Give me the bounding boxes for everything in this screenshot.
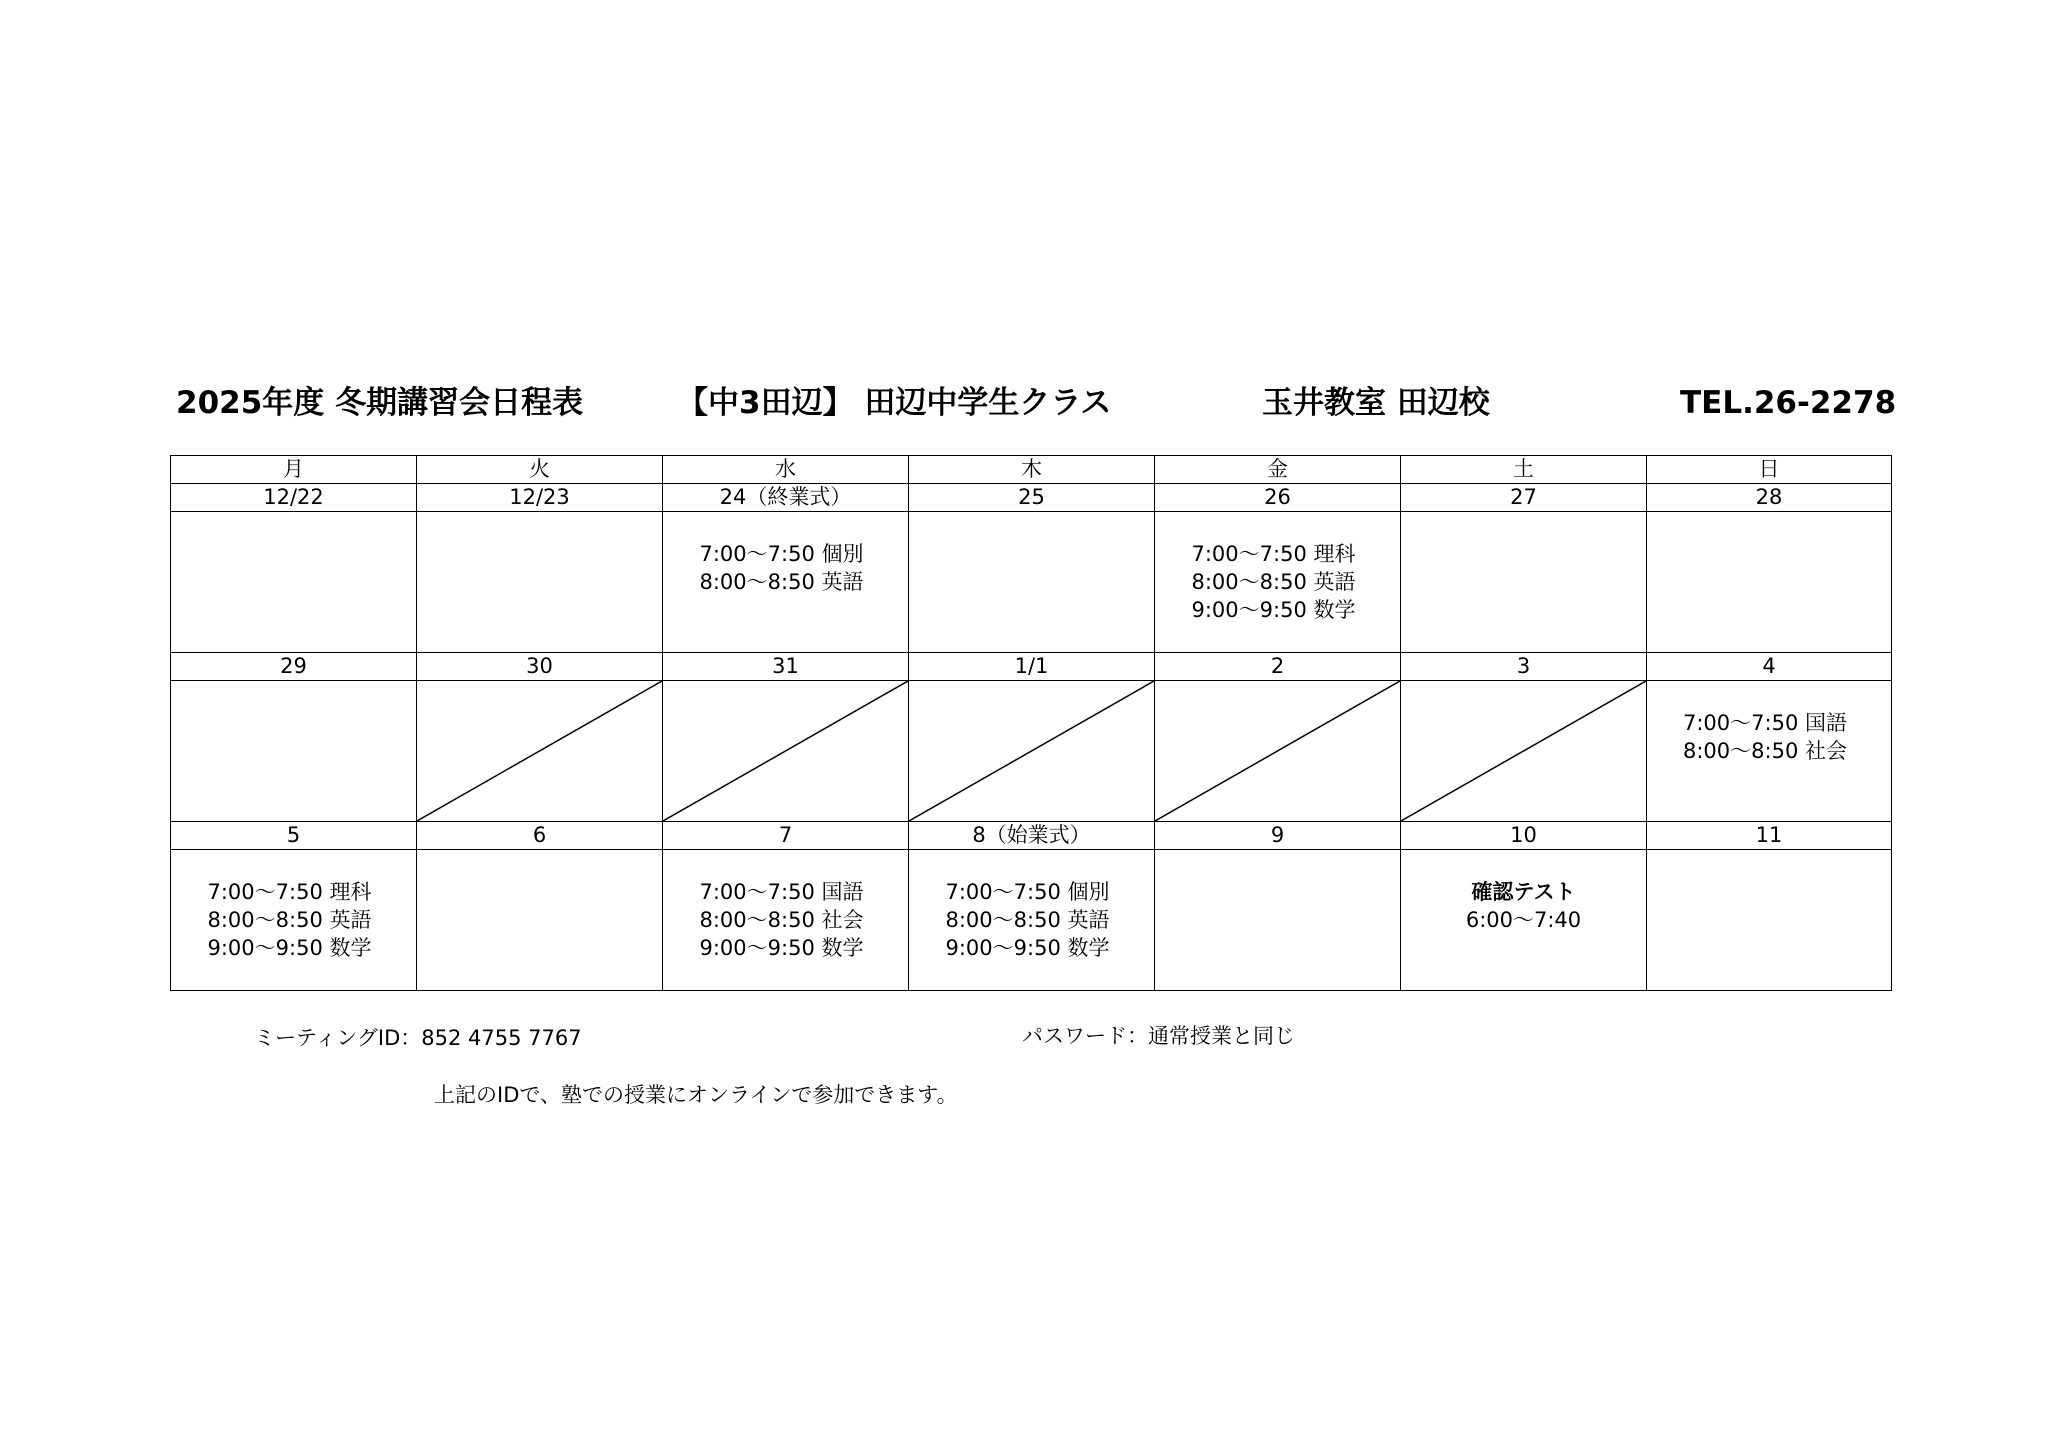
schedule-cell: [417, 512, 663, 653]
class-entry: 7:00～7:50 理科: [1191, 542, 1356, 566]
date-row-week1: [171, 484, 1892, 512]
schedule-cell: [1155, 512, 1401, 653]
schedule-cell: [1401, 850, 1647, 991]
date-cell: 26: [1155, 484, 1401, 512]
class-entry: 9:00～9:50 数学: [207, 936, 372, 960]
schedule-title: 2025年度 冬期講習会日程表: [176, 385, 584, 421]
meeting-id-value: 852 4755 7767: [421, 1026, 582, 1050]
date-cell: 24（終業式）: [663, 484, 909, 512]
date-cell: 3: [1401, 653, 1647, 681]
schedule-cell: [909, 850, 1155, 991]
schedule-cell: [171, 850, 417, 991]
date-cell: 2: [1155, 653, 1401, 681]
schedule-cell: [171, 512, 417, 653]
date-cell: 1/1: [909, 653, 1155, 681]
schedule-cell: [1647, 512, 1892, 653]
diagonal-slash: [663, 681, 908, 821]
test-time: 6:00～7:40: [1465, 908, 1582, 932]
schedule-cell: [1647, 681, 1892, 822]
weekday-fri: 金: [1155, 456, 1401, 484]
class-entry: 7:00～7:50 理科: [207, 880, 372, 904]
schedule-cell: [909, 512, 1155, 653]
weekday-thu: 木: [909, 456, 1155, 484]
online-note: 上記のIDで、塾での授業にオンラインで参加できます。: [434, 1083, 958, 1107]
schedule-cell: [663, 850, 909, 991]
class-entry: 7:00～7:50 国語: [1683, 711, 1847, 735]
no-class-cell: [1155, 681, 1401, 822]
date-cell: 29: [171, 653, 417, 681]
class-entry: 8:00～8:50 英語: [699, 570, 864, 594]
password: [1022, 1022, 1295, 1050]
class-entry: 8:00～8:50 社会: [1683, 739, 1847, 763]
meeting-id-label: ミーティングID：: [254, 1026, 422, 1050]
date-cell: 31: [663, 653, 909, 681]
class-entry: 7:00～7:50 個別: [945, 880, 1110, 904]
schedule-cell: [1155, 850, 1401, 991]
schedule-row-week1: [171, 512, 1892, 653]
no-class-cell: [909, 681, 1155, 822]
weekday-wed: 水: [663, 456, 909, 484]
date-cell: 12/23: [417, 484, 663, 512]
schedule-row-week2: [171, 681, 1892, 822]
class-entry: 9:00～9:50 数学: [699, 936, 864, 960]
password-label: パスワード：: [1022, 1024, 1148, 1048]
class-entry: 8:00～8:50 社会: [699, 908, 864, 932]
date-cell: 10: [1401, 822, 1647, 850]
class-entry: 7:00～7:50 国語: [699, 880, 864, 904]
date-cell: 4: [1647, 653, 1892, 681]
class-entry: 7:00～7:50 個別: [699, 542, 864, 566]
date-cell: 5: [171, 822, 417, 850]
class-entry: 9:00～9:50 数学: [1191, 598, 1356, 622]
diagonal-slash: [1155, 681, 1400, 821]
schedule-cell: [171, 681, 417, 822]
phone-number: TEL.26-2278: [1680, 385, 1897, 421]
schedule-cell: [1401, 512, 1647, 653]
date-cell: 25: [909, 484, 1155, 512]
weekday-header-row: [171, 456, 1892, 484]
class-entry: 8:00～8:50 英語: [207, 908, 372, 932]
schedule-cell: [1647, 850, 1892, 991]
diagonal-slash: [1401, 681, 1646, 821]
diagonal-slash: [909, 681, 1154, 821]
weekday-sat: 土: [1401, 456, 1647, 484]
date-cell: 7: [663, 822, 909, 850]
no-class-cell: [417, 681, 663, 822]
schedule-cell: [417, 850, 663, 991]
date-cell: 9: [1155, 822, 1401, 850]
no-class-cell: [1401, 681, 1647, 822]
date-cell: 12/22: [171, 484, 417, 512]
date-cell: 27: [1401, 484, 1647, 512]
class-entry: 8:00～8:50 英語: [945, 908, 1110, 932]
diagonal-slash: [417, 681, 662, 821]
date-cell: 6: [417, 822, 663, 850]
class-entry: 8:00～8:50 英語: [1191, 570, 1356, 594]
test-label: 確認テスト: [1471, 880, 1576, 904]
password-value: 通常授業と同じ: [1148, 1024, 1295, 1048]
date-row-week3: [171, 822, 1892, 850]
schedule-cell: [663, 512, 909, 653]
schedule-row-week3: [171, 850, 1892, 991]
date-row-week2: [171, 653, 1892, 681]
date-cell: 11: [1647, 822, 1892, 850]
no-class-cell: [663, 681, 909, 822]
weekday-mon: 月: [171, 456, 417, 484]
calendar-table: [170, 455, 1892, 991]
class-entry: 9:00～9:50 数学: [945, 936, 1110, 960]
date-cell: 8（始業式）: [909, 822, 1155, 850]
weekday-tue: 火: [417, 456, 663, 484]
school-name: 玉井教室 田辺校: [1262, 385, 1490, 421]
date-cell: 30: [417, 653, 663, 681]
weekday-sun: 日: [1647, 456, 1892, 484]
date-cell: 28: [1647, 484, 1892, 512]
class-name: 【中3田辺】 田辺中学生クラス: [677, 385, 1112, 421]
meeting-id: [254, 1024, 582, 1052]
